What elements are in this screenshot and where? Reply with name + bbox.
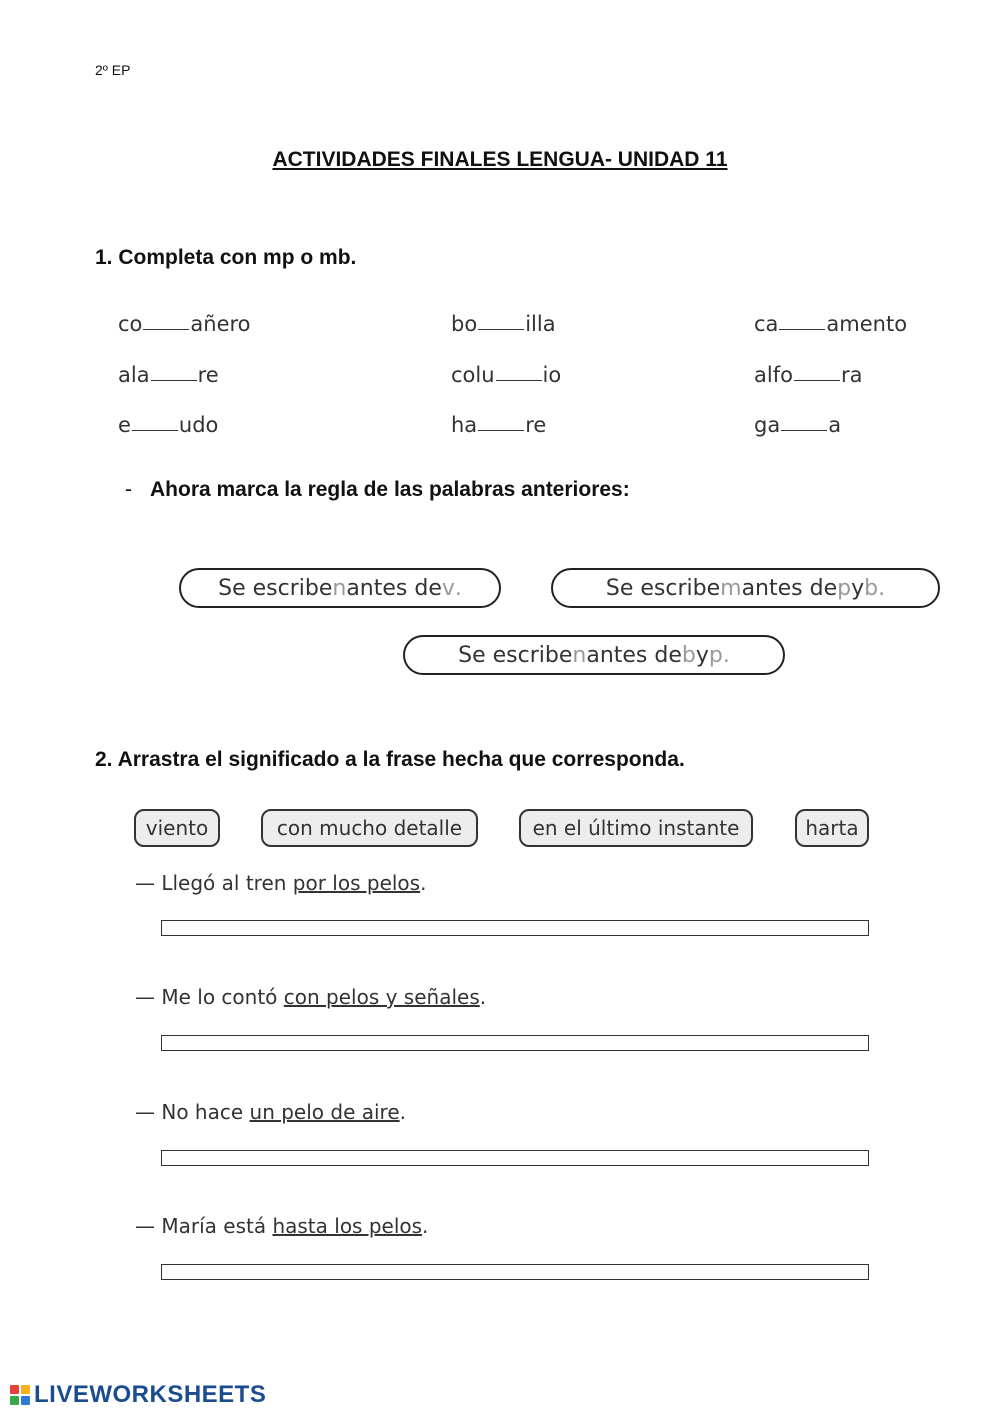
word-suffix: io <box>542 363 562 387</box>
word-blank[interactable] <box>781 429 827 431</box>
rule-letter: v <box>441 575 455 601</box>
sentence-text: No hace <box>161 1100 250 1124</box>
answer-dropzone-2[interactable] <box>161 1035 869 1051</box>
word-item <box>754 413 841 437</box>
sentence-period: . <box>479 985 487 1009</box>
rule-option-n-b-p[interactable] <box>403 635 785 675</box>
sentence-3 <box>135 1100 406 1124</box>
rule-letter: n <box>572 642 587 668</box>
sentence-phrase: por los pelos <box>292 871 421 895</box>
sentence-text: Me lo contó <box>161 985 284 1009</box>
word-item <box>754 363 862 387</box>
word-blank[interactable] <box>132 429 178 431</box>
logo-blocks-icon <box>10 1385 30 1405</box>
subprompt-text: Ahora marca la regla de las palabras anteriores: <box>150 478 630 501</box>
word-prefix: ala <box>118 363 150 387</box>
liveworksheets-logo <box>10 1381 266 1409</box>
logo-text: LIVEWORKSHEETS <box>34 1381 267 1408</box>
word-suffix: re <box>525 413 547 437</box>
rule-period: . <box>454 575 462 601</box>
question-1-prompt: 1. Completa con mp o mb. <box>95 246 357 269</box>
word-prefix: ha <box>451 413 478 437</box>
word-suffix: añero <box>190 312 251 336</box>
word-prefix: colu <box>451 363 495 387</box>
sentence-dash: — <box>135 1214 162 1238</box>
word-item <box>118 413 218 437</box>
rule-text: Se escribe <box>605 575 721 601</box>
sentence-text: Llegó al tren <box>161 871 293 895</box>
word-suffix: amento <box>826 312 908 336</box>
rule-letter: p <box>837 575 852 601</box>
word-prefix: co <box>118 312 143 336</box>
rule-option-n-v[interactable] <box>179 568 501 608</box>
sentence-dash: — <box>135 985 162 1009</box>
word-item <box>451 363 561 387</box>
word-blank[interactable] <box>151 379 197 381</box>
rule-letter: b <box>681 642 696 668</box>
sentence-text: María está <box>161 1214 273 1238</box>
rule-text: antes de <box>741 575 838 601</box>
word-item <box>118 363 219 387</box>
word-item <box>754 312 907 336</box>
word-blank[interactable] <box>779 328 825 330</box>
rule-letter: n <box>332 575 347 601</box>
word-suffix: re <box>197 363 219 387</box>
chip-harta[interactable]: harta <box>795 809 869 847</box>
rule-period: . <box>878 575 886 601</box>
sentence-4 <box>135 1214 428 1238</box>
sentence-dash: — <box>135 871 162 895</box>
logo-block <box>21 1385 30 1394</box>
word-blank[interactable] <box>143 328 189 330</box>
sentence-phrase: hasta los pelos <box>272 1214 423 1238</box>
word-suffix: a <box>828 413 842 437</box>
sentence-1 <box>135 871 426 895</box>
rule-text: y <box>851 575 865 601</box>
chip-en-el-ultimo-instante[interactable]: en el último instante <box>519 809 753 847</box>
word-blank[interactable] <box>478 429 524 431</box>
answer-dropzone-1[interactable] <box>161 920 869 936</box>
sentence-period: . <box>399 1100 406 1124</box>
word-prefix: ga <box>754 413 781 437</box>
question-2-prompt: 2. Arrastra el significado a la frase hecha que corresponda. <box>95 748 685 771</box>
grade-label: 2º EP <box>95 62 131 78</box>
question-1-subprompt <box>125 478 630 502</box>
logo-block <box>10 1385 19 1394</box>
rule-period: . <box>722 642 730 668</box>
word-blank[interactable] <box>496 379 542 381</box>
rule-letter: p <box>708 642 723 668</box>
word-blank[interactable] <box>478 328 524 330</box>
sentence-phrase: con pelos y señales <box>283 985 480 1009</box>
sentence-dash: — <box>135 1100 162 1124</box>
word-suffix: illa <box>525 312 556 336</box>
answer-dropzone-3[interactable] <box>161 1150 869 1166</box>
sentence-period: . <box>420 871 427 895</box>
sentence-period: . <box>422 1214 429 1238</box>
rule-text: Se escribe <box>218 575 333 601</box>
rule-text: Se escribe <box>458 642 573 668</box>
word-prefix: ca <box>754 312 779 336</box>
word-suffix: ra <box>840 363 863 387</box>
rule-letter: b <box>864 575 879 601</box>
word-prefix: e <box>118 413 131 437</box>
answer-dropzone-4[interactable] <box>161 1264 869 1280</box>
logo-block <box>21 1396 30 1405</box>
subprompt-dash: - <box>125 478 132 501</box>
word-item <box>451 413 546 437</box>
rule-option-m-p-b[interactable] <box>551 568 940 608</box>
rule-text: y <box>695 642 709 668</box>
chip-viento[interactable]: viento <box>134 809 220 847</box>
chip-con-mucho-detalle[interactable]: con mucho detalle <box>261 809 478 847</box>
logo-block <box>10 1396 19 1405</box>
sentence-2 <box>135 985 486 1009</box>
word-suffix: udo <box>178 413 219 437</box>
worksheet-title: ACTIVIDADES FINALES LENGUA- UNIDAD 11 <box>272 148 728 171</box>
word-item <box>118 312 251 336</box>
rule-letter: m <box>720 575 742 601</box>
word-item <box>451 312 556 336</box>
sentence-phrase: un pelo de aire <box>249 1100 400 1124</box>
word-prefix: alfo <box>754 363 793 387</box>
word-prefix: bo <box>451 312 478 336</box>
rule-text: antes de <box>346 575 442 601</box>
word-blank[interactable] <box>794 379 840 381</box>
rule-text: antes de <box>586 642 682 668</box>
